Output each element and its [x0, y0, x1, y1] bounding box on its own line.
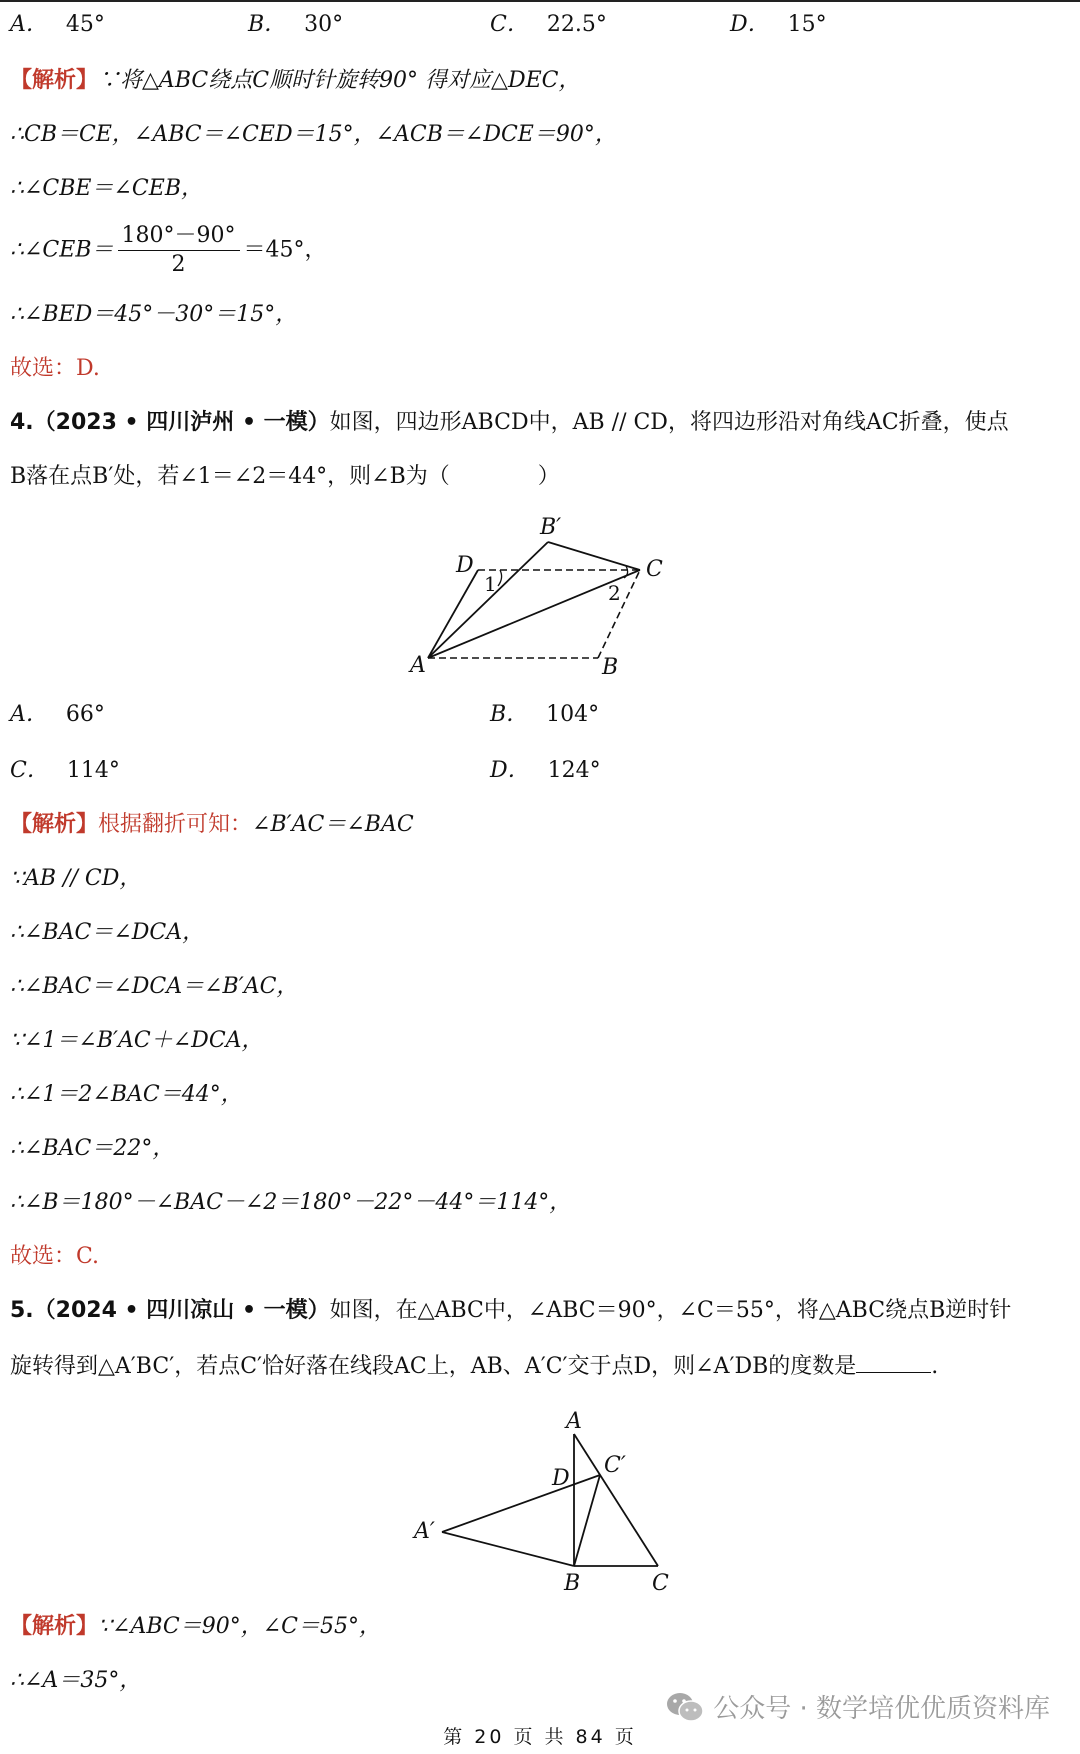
q3-answer: 故选：D.: [10, 356, 100, 381]
fraction: $\frac{180^\circ-90^\circ}{2}$: [118, 222, 240, 279]
q4-option-a: A． 66°: [10, 702, 105, 727]
q5-solution-line-2: ∴∠A＝35°，: [10, 1668, 142, 1693]
q4-stem-line-1: 4.（2023 • 四川泸州 • 一模）如图，四边形ABCD中，AB // CD，将四边形沿对角线AC折叠，使点: [10, 410, 1009, 435]
q4-stem-line-2: B落在点B′处，若∠1＝∠2＝44°，则∠B为（ ）: [10, 464, 560, 489]
q3-option-a: A． 45°: [10, 12, 105, 37]
q4-solution-line-2: ∵AB // CD，: [10, 866, 142, 891]
q4-label-b: B: [602, 655, 619, 680]
q5-label-b: B: [564, 1571, 581, 1596]
top-rule: [0, 0, 1080, 2]
q5-solution-line-1: 【解析】∵∠ABC＝90°，∠C＝55°，: [10, 1614, 381, 1639]
q5-seg-bcp: [574, 1475, 600, 1566]
q4-answer: 故选：C.: [10, 1244, 100, 1269]
answer-blank[interactable]: [856, 1350, 931, 1373]
q5-stem-line-2: 旋转得到△A′BC′，若点C′恰好落在线段AC上，AB、A′C′交于点D，则∠A′DB的度数是 .: [10, 1350, 938, 1382]
q5-seg-apb: [442, 1532, 574, 1566]
q5-seg-apcp: [442, 1475, 600, 1532]
q3-option-d: D． 15°: [730, 12, 827, 37]
q4-solution-line-7: ∴∠BAC＝22°，: [10, 1136, 175, 1161]
q4-seg-abp: [428, 542, 548, 658]
q4-solution-line-6: ∴∠1＝2∠BAC＝44°，: [10, 1082, 243, 1107]
q4-solution-line-5: ∵∠1＝∠B′AC＋∠DCA，: [10, 1028, 264, 1053]
q4-option-c: C． 114°: [10, 758, 120, 783]
q5-stem-line-1: 5.（2024 • 四川凉山 • 一模）如图，在△ABC中，∠ABC＝90°，∠C＝55°，将△ABC绕点B逆时针: [10, 1298, 1012, 1323]
q5-label-d: D: [552, 1466, 570, 1491]
q4-label-a: A: [410, 653, 426, 678]
q5-label-a: A: [566, 1409, 582, 1434]
q4-angle-1-arc: [498, 570, 502, 586]
q4-label-2: 2: [608, 581, 621, 605]
q4-label-c: C: [646, 557, 663, 582]
q4-seg-ad: [428, 570, 478, 658]
q5-label-cp: C′: [604, 1453, 626, 1478]
q3-solution-line-1: 【解析】∵将△ABC绕点C顺时针旋转90° 得对应△DEC，: [10, 68, 581, 93]
q5-figure: [410, 1408, 680, 1598]
q4-solution-line-4: ∴∠BAC＝∠DCA＝∠B′AC，: [10, 974, 299, 999]
q3-solution-line-2: ∴CB＝CE，∠ABC＝∠CED＝15°，∠ACB＝∠DCE＝90°，: [10, 122, 617, 147]
q4-label-d: D: [456, 553, 474, 578]
page-footer: 第 20 页 共 84 页: [443, 1726, 637, 1748]
q4-label-bp: B′: [540, 515, 562, 540]
q5-label-c: C: [652, 1571, 669, 1596]
watermark: [665, 1688, 1050, 1725]
q4-label-1: 1: [484, 572, 497, 596]
watermark-text: 公众号 · 数学培优优质资料库: [713, 1694, 1050, 1724]
q3-solution-line-3: ∴∠CBE＝∠CEB，: [10, 176, 203, 201]
q3-option-b: B． 30°: [248, 12, 344, 37]
q4-figure: [400, 510, 690, 680]
q4-solution-line-8: ∴∠B＝180°－∠BAC－∠2＝180°－22°－44°＝114°，: [10, 1190, 572, 1215]
q3-solution-line-5: ∴∠BED＝45°－30°＝15°，: [10, 302, 298, 327]
q4-option-d: D． 124°: [490, 758, 601, 783]
q5-label-ap: A′: [414, 1519, 435, 1544]
wechat-icon: [665, 1690, 705, 1724]
q4-solution-line-3: ∴∠BAC＝∠DCA，: [10, 920, 205, 945]
q4-option-b: B． 104°: [490, 702, 600, 727]
q3-option-c: C． 22.5°: [490, 12, 607, 37]
q4-seg-bpc: [548, 542, 640, 570]
q4-solution-line-1: 【解析】根据翻折可知：∠B′AC＝∠BAC: [10, 812, 414, 837]
q3-solution-line-4: ∴∠CEB＝ $\frac{180^\circ-90^\circ}{2}$ ＝45°，: [10, 223, 327, 277]
